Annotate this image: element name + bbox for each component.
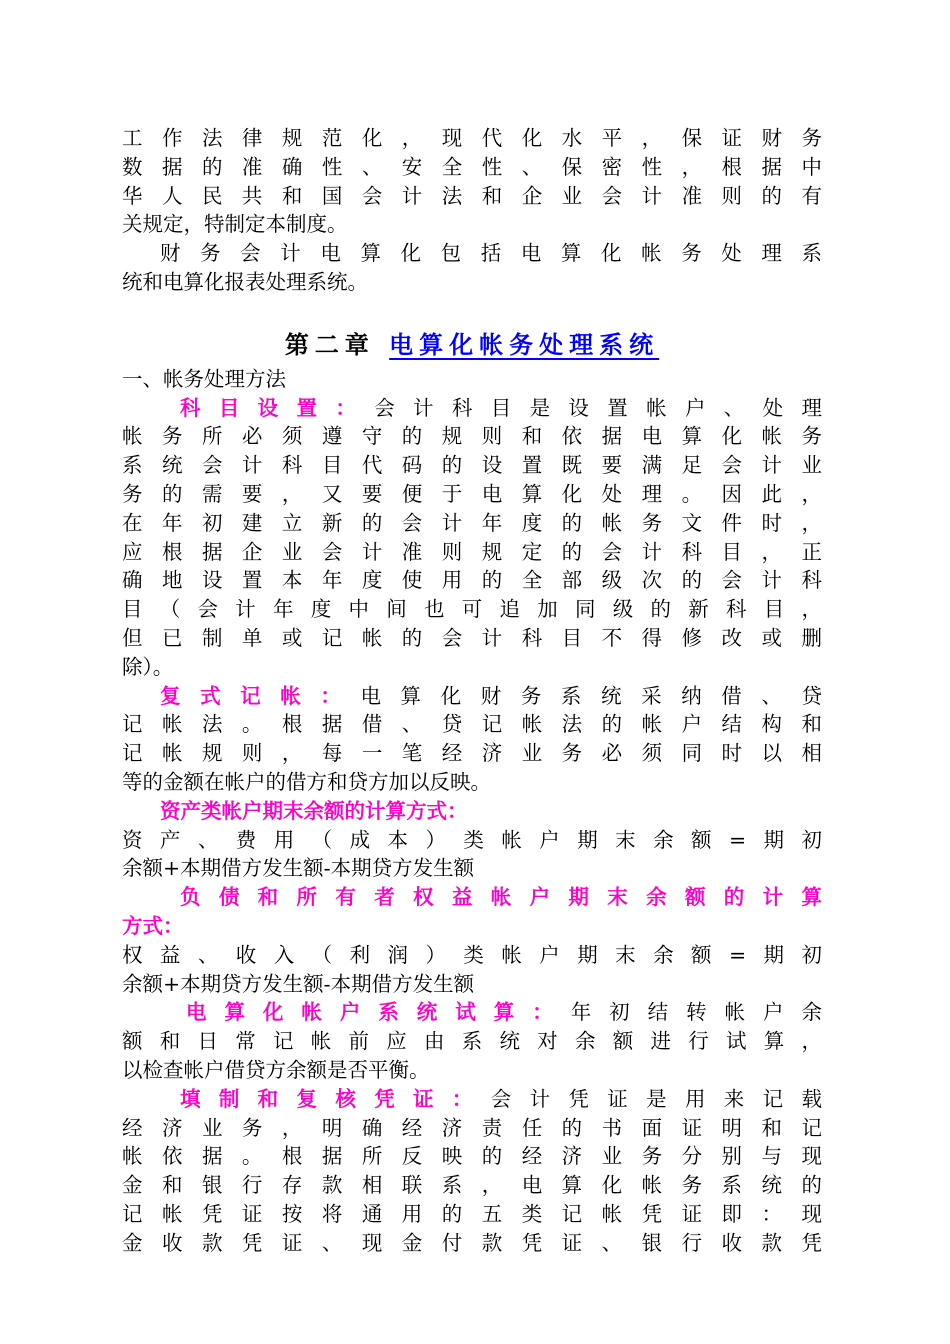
text-line: 记帐凭证按将通用的五类记帐凭证即：现: [122, 1201, 822, 1226]
term-label: 电算化帐户系统试算：: [186, 1000, 571, 1025]
text-line: 工作法律规范化，现代化水平，保证财务: [122, 126, 822, 150]
term-label: 复式记帐：: [160, 683, 361, 708]
text-line: 记帐法。根据借、贷记帐法的帐户结构和: [122, 712, 822, 737]
text-line: 在年初建立新的会计年度的帐务文件时，: [122, 510, 822, 535]
text-line: 金和银行存款相联系，电算化帐务系统的: [122, 1173, 822, 1198]
text-line: 统和电算化报表处理系统。: [122, 269, 368, 294]
text-line: 但已制单或记帐的会计科目不得修改或删: [122, 625, 822, 650]
text-line: 目（会计年度中间也可追加同级的新科目，: [122, 597, 822, 622]
text-line: 资产、费用（成本）类帐户期末余额=期初: [122, 827, 822, 852]
term-label: 资产类帐户期末余额的计算方式：: [160, 798, 468, 823]
text-line: 数据的准确性、安全性、保密性，根据中: [122, 154, 822, 179]
text-line: 等的金额在帐户的借方和贷方加以反映。: [122, 769, 491, 794]
chapter-title-link[interactable]: 电算化帐务处理系统: [389, 329, 660, 359]
paragraph-first-line: [122, 998, 822, 1027]
text-line: 帐依据。根据所反映的经济业务分别与现: [122, 1144, 822, 1169]
text-line: 权益、收入（利润）类帐户期末余额=期初: [122, 942, 822, 967]
term-label: 负债和所有者权益帐户期末余额的计算: [180, 885, 822, 910]
section-heading: 一、帐务处理方法: [122, 366, 286, 391]
spacer: [122, 297, 822, 325]
paragraph-first-line: [122, 1085, 822, 1114]
paragraph-first-line: [122, 682, 822, 711]
text-line: 务的需要，又要便于电算化处理。因此，: [122, 481, 822, 506]
text-line: 财务会计电算化包括电算化帐务处理系: [160, 241, 822, 266]
text-line: 余额+本期借方发生额-本期贷方发生额: [122, 856, 475, 881]
paragraph-heading: [122, 883, 822, 912]
paragraph-first-line: [122, 394, 822, 423]
text-span: 年初结转帐户余: [570, 1000, 822, 1025]
text-span: 电算化财务系统采纳借、贷: [360, 683, 822, 708]
text-line: 额和日常记帐前应由系统对余额进行试算，: [122, 1029, 822, 1054]
term-label: 方式：: [122, 913, 184, 938]
document-page: [122, 124, 822, 1257]
text-line: 确地设置本年度使用的全部级次的会计科: [122, 568, 822, 593]
chapter-heading: [122, 325, 822, 365]
text-line: 金收款凭证、现金付款凭证、银行收款凭: [122, 1230, 822, 1255]
text-line: 除）。: [122, 654, 174, 679]
text-span: 会计凭证是用来记载: [490, 1086, 822, 1111]
text-line: 关规定，特制定本制度。: [122, 212, 348, 237]
term-label: 填制和复核凭证：: [180, 1086, 491, 1111]
chapter-number: 第二章: [284, 329, 375, 359]
text-line: 经济业务，明确经济责任的书面证明和记: [122, 1115, 822, 1140]
text-line: 帐务所必须遵守的规则和依据电算化帐务: [122, 424, 822, 449]
paragraph-heading: [122, 797, 822, 826]
text-line: 以检查帐户借贷方余额是否平衡。: [122, 1057, 430, 1082]
text-line: 系统会计科目代码的设置既要满足会计业: [122, 453, 822, 478]
text-line: 记帐规则，每一笔经济业务必须同时以相: [122, 741, 822, 766]
paragraph-heading-cont: [122, 912, 822, 941]
text-line: 华人民共和国会计法和企业会计准则的有: [122, 183, 822, 208]
text-span: 会计科目是设置帐户、处理: [374, 395, 822, 420]
text-line: 余额+本期贷方发生额-本期借方发生额: [122, 971, 475, 996]
term-label: 科目设置：: [180, 395, 375, 420]
text-line: 应根据企业会计准则规定的会计科目，正: [122, 539, 822, 564]
